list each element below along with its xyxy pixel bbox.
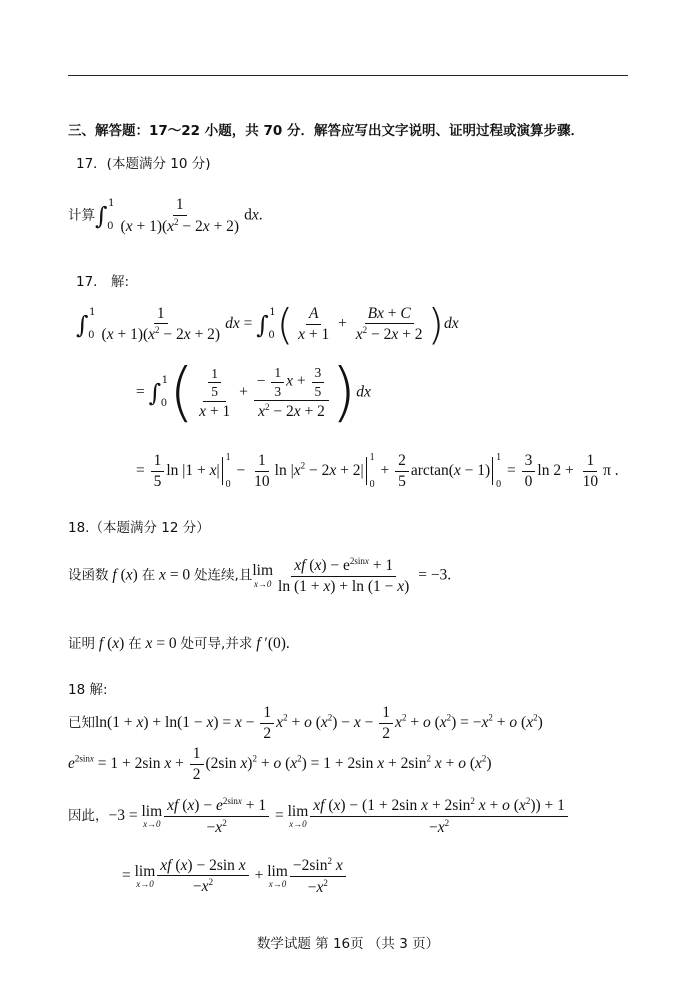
q17-step-1: ∫ 1 0 $\frac{1}{(x + 1)(x^2 - 2x + 2)}$ dx = ∫ 1 0 ( $\frac{A}{x + 1}$ + $\frac{Bx + C}{x^2 - 2x + 2}$ )dx <box>76 300 459 349</box>
q17-prompt: 计算∫ 1 0 $\frac{1}{(x + 1)(x^2 - 2x + 2)}$ dx. <box>68 196 263 235</box>
q18-therefore: 因此， <box>68 808 109 825</box>
q17-step-2: = ∫ 1 0 ( $\frac{\frac{1}{5}}{x + 1}$ + − $\frac{1}{3}$ x + $\frac{3}{5}$ $x^2 - 2x + 2$ )dx <box>136 356 371 430</box>
q18-text-b: 在 <box>141 567 156 584</box>
q17-step-3: = $\frac{1}{5}$ ln |1 + x| 1 0 − $\frac{1}{10}$ $\ln |x^2 - 2x + 2|$ 1 0 + $\frac{2}{5}$ arctan(x − 1) 1 0 = $\frac{3}{0}$ ln 2 + $\frac{1}{10}$ π . <box>136 452 619 491</box>
q18-step-4: = lim x→0 $\frac{\text{xf (x) − 2sin x}}{-x^2}$ + lim x→0 $\frac{-2\sin^2 x}{-x^2}$ <box>122 856 348 897</box>
q17-prompt-prefix: 计算 <box>68 207 95 224</box>
q18-step-1: 已知ln(1 + x) + ln(1 − x) = x − $\frac{1}{2}$ $x^2 + o$ $(x^2) - x$ − $\frac{1}{2}$ $x^2 + o$ $(x^2) = -x^2 + o$ $(x^2)$ <box>68 704 543 742</box>
q17-solution-label: 17． 解: <box>76 274 130 290</box>
q18-step-2: $e^{2sinx} = 1 + 2\sin$ x + $\frac{1}{2}$ (2sin x)$^2$ + o $(x^2) = 1 + 2\sin$ $x + 2\sin^2$ x + o $(x^2)$ <box>68 745 492 783</box>
q18-text-e: 处可导,并求 <box>180 636 253 652</box>
q18-solution-label: 18 解: <box>68 682 108 698</box>
q18-text-d: 证明 <box>68 636 95 652</box>
q18-step-3: 因此，−3 = lim x→0 $\frac{xf (x) - e^{2sinx} + 1}{-x^2}$ = lim x→0 $\frac{xf (x) - (1 + 2\sin x + 2\sin^2 x + o (x^2)) + 1}{-x^2}$ <box>68 796 570 837</box>
q18-prove: 证明 f (x) 在 x = 0 处可导,并求 f ′(0). <box>68 635 290 652</box>
q18-text-c: 处连续,且 <box>194 567 253 584</box>
q18-statement: 设函数 f (x) 在 x = 0 处连续,且lim x→0 $\frac{xf (x) - e^{2sinx} + 1}{\ln (1 + x) + \ln (1 - x)}$ = −3. <box>68 556 452 595</box>
top-rule <box>68 75 628 76</box>
q18-header: 18.（本题满分 12 分） <box>68 520 210 536</box>
page-footer: 数学试题 第 16页 （共 3 页） <box>256 936 440 952</box>
q17-header: 17．(本题满分 10 分) <box>76 156 211 172</box>
q18-known: 已知 <box>68 714 95 731</box>
section-header: 三、解答题：17～22 小题，共 70 分．解答应写出文字说明、证明过程或演算步骤． <box>68 123 584 139</box>
q18-text-a: 设函数 <box>68 567 109 584</box>
